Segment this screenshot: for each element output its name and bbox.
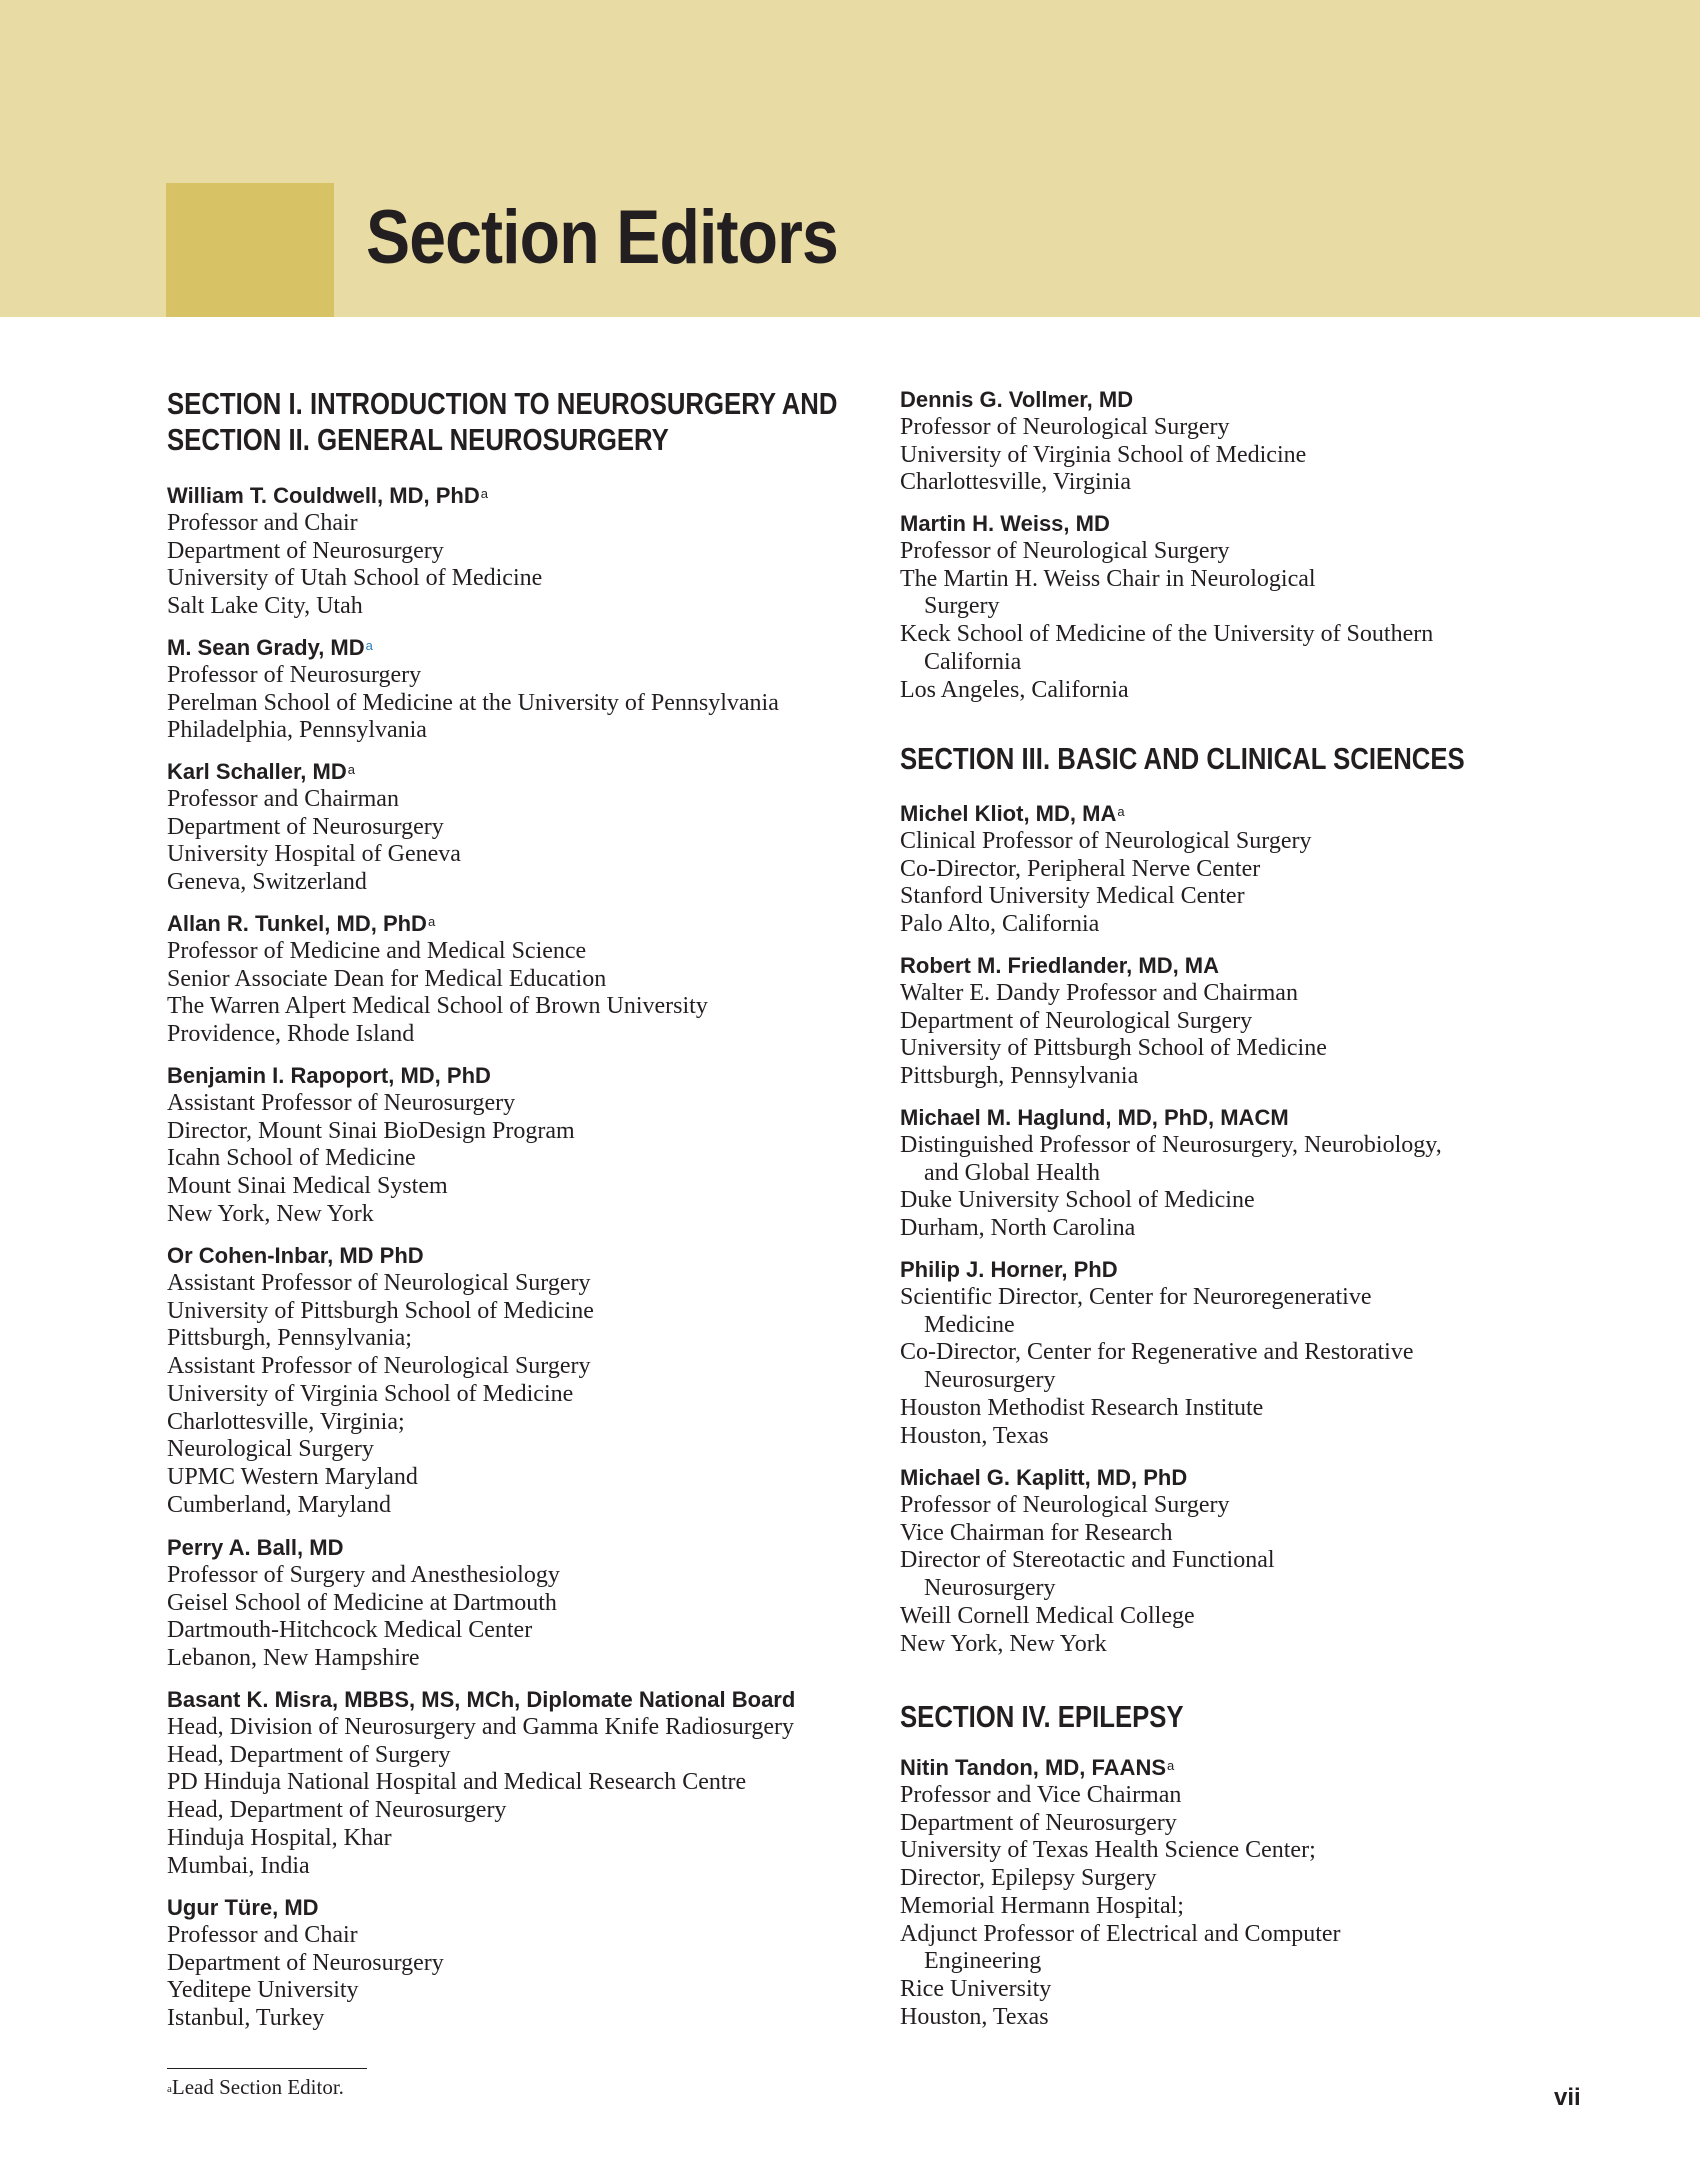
editor-affiliation-line: Adjunct Professor of Electrical and Computer (900, 1920, 1341, 1947)
section-heading-line: SECTION II. GENERAL NEUROSURGERY (167, 422, 669, 457)
header-accent-block (166, 183, 334, 317)
editor-affiliation-line: Assistant Professor of Neurological Surgery (167, 1353, 591, 1380)
editor-affiliation-line: Head, Division of Neurosurgery and Gamma Knife Radiosurgery (167, 1714, 794, 1740)
editor-affiliation-line: Department of Neurosurgery (167, 813, 444, 840)
editor-name-text: Robert M. Friedlander, MD, MA (900, 953, 1220, 978)
editor-name (167, 1686, 867, 1714)
editor-affiliation-line: Professor and Chairman (167, 786, 399, 812)
editor-affiliation-line: Houston, Texas (900, 1422, 1049, 1449)
editor-name-text: Dennis G. Vollmer, MD (900, 387, 1134, 412)
editor-affiliation-line: Los Angeles, California (900, 676, 1129, 703)
editor-affiliation-line: Professor of Neurosurgery (167, 662, 422, 688)
page-title: Section Editors (366, 195, 838, 280)
editor-name-text: Michael G. Kaplitt, MD, PhD (900, 1465, 1188, 1490)
editor-affiliation-line: Lebanon, New Hampshire (167, 1645, 420, 1672)
editor-entry (167, 1062, 867, 1229)
editor-affiliation-line: Philadelphia, Pennsylvania (167, 717, 427, 744)
footnote-text: Lead Section Editor. (171, 2075, 344, 2099)
editor-affiliation-line: Pittsburgh, Pennsylvania (900, 1063, 1139, 1090)
editor-affiliation-line: Department of Neurosurgery (900, 1809, 1177, 1836)
editor-affiliation-line: Head, Department of Neurosurgery (167, 1797, 507, 1824)
editor-affiliation-line: University of Virginia School of Medicine (167, 1380, 574, 1407)
editor-name (900, 1256, 1540, 1284)
editor-name (167, 634, 867, 662)
editor-affiliation-line: Yeditepe University (167, 1977, 359, 2004)
editor-affiliation-line: Istanbul, Turkey (167, 2005, 325, 2032)
editor-name (167, 1894, 867, 1922)
editor-affiliation-line: Providence, Rhode Island (167, 1021, 415, 1048)
section-heading-3: SECTION III. BASIC AND CLINICAL SCIENCES (900, 741, 1465, 776)
editor-name-text: Philip J. Horner, PhD (900, 1257, 1118, 1282)
editor-affiliation-line: Rice University (900, 1975, 1052, 2002)
editor-name-text: William T. Couldwell, MD, PhD (167, 483, 480, 508)
editor-affiliation-line: PD Hinduja National Hospital and Medical Research Centre (167, 1769, 747, 1796)
editor-affiliation-line: Hinduja Hospital, Khar (167, 1824, 392, 1851)
editor-affiliation-line: Department of Neurosurgery (167, 1949, 444, 1976)
editor-affiliation-line: Assistant Professor of Neurosurgery (167, 1090, 516, 1116)
editor-name-text: Karl Schaller, MD (167, 759, 347, 784)
editor-affiliation-line: Mount Sinai Medical System (167, 1173, 448, 1200)
editor-affiliation-line: Director of Stereotactic and Functional (900, 1547, 1275, 1574)
editor-name (167, 1062, 867, 1090)
editor-affiliation-line: Professor and Chair (167, 1922, 358, 1948)
editor-name (900, 1754, 1540, 1782)
editor-name (900, 952, 1540, 980)
editor-affiliation-line: Stanford University Medical Center (900, 883, 1245, 910)
editor-affiliation-line: Mumbai, India (167, 1852, 310, 1879)
footnote-marker: a (167, 2083, 172, 2095)
editor-entry (167, 634, 867, 745)
editor-name-text: Nitin Tandon, MD, FAANS (900, 1755, 1167, 1780)
editor-name (900, 1104, 1540, 1132)
editor-entry (900, 1464, 1540, 1658)
editor-affiliation-line: Director, Mount Sinai BioDesign Program (167, 1117, 575, 1144)
editor-name-text: Martin H. Weiss, MD (900, 511, 1110, 536)
editor-affiliation-line: Clinical Professor of Neurological Surgery (900, 828, 1312, 854)
editor-affiliation-line: Vice Chairman for Research (900, 1519, 1173, 1546)
editor-affiliation-line: Director, Epilepsy Surgery (900, 1865, 1157, 1892)
editor-affiliation-line: Professor of Medicine and Medical Science (167, 938, 587, 964)
editor-entry (900, 386, 1540, 497)
editor-affiliation-line: Professor and Vice Chairman (900, 1782, 1182, 1808)
editor-affiliation-line: Co-Director, Center for Regenerative and Restorative (900, 1339, 1414, 1366)
editor-affiliation-line: Dartmouth-Hitchcock Medical Center (167, 1617, 533, 1644)
editor-affiliation-line: University of Utah School of Medicine (167, 565, 543, 592)
editor-entry (900, 1754, 1540, 2031)
editor-affiliation-line: University of Texas Health Science Center; (900, 1837, 1316, 1864)
editor-affiliation-line: Memorial Hermann Hospital; (900, 1892, 1184, 1919)
editor-name-text: Or Cohen-Inbar, MD PhD (167, 1243, 424, 1268)
editor-entry (167, 910, 867, 1049)
editor-entry (900, 800, 1540, 939)
editor-affiliation-line: Geneva, Switzerland (167, 869, 367, 896)
editor-affiliation-line: Walter E. Dandy Professor and Chairman (900, 980, 1298, 1006)
editor-affiliation-line: Palo Alto, California (900, 911, 1100, 938)
editor-name-text: Ugur Türe, MD (167, 1895, 319, 1920)
footnote-rule (167, 2068, 367, 2069)
editor-affiliation-line: and Global Health (924, 1159, 1100, 1186)
footnote (167, 2074, 344, 2100)
section-heading-1-2 (167, 386, 837, 458)
editor-affiliation-line: Professor of Surgery and Anesthesiology (167, 1562, 560, 1588)
editor-affiliation-line: New York, New York (900, 1630, 1107, 1657)
editor-name (900, 1464, 1540, 1492)
editor-entry (900, 1256, 1540, 1450)
editor-entry (167, 1242, 867, 1519)
editor-name-text: Perry A. Ball, MD (167, 1535, 344, 1560)
editor-affiliation-line: Scientific Director, Center for Neuroregenerative (900, 1284, 1372, 1310)
editor-affiliation-line: Keck School of Medicine of the University of Southern (900, 621, 1434, 648)
lead-editor-marker: a (365, 638, 373, 653)
editor-affiliation-line: University of Virginia School of Medicine (900, 441, 1307, 468)
editor-name-text: M. Sean Grady, MD (167, 635, 365, 660)
editor-name (900, 800, 1540, 828)
editor-affiliation-line: Pittsburgh, Pennsylvania; (167, 1325, 412, 1352)
editor-affiliation-line: Professor of Neurological Surgery (900, 1492, 1230, 1518)
editor-affiliation-line: Neurological Surgery (167, 1436, 374, 1463)
editor-affiliation-line: Professor of Neurological Surgery (900, 538, 1230, 564)
editor-entry (167, 1534, 867, 1673)
editor-affiliation-line: Houston, Texas (900, 2003, 1049, 2030)
editor-entry (900, 510, 1540, 704)
editor-affiliation-line: Charlottesville, Virginia; (167, 1408, 405, 1435)
lead-editor-marker: a (427, 914, 436, 929)
lead-editor-marker: a (1167, 1758, 1175, 1773)
editor-name (167, 910, 867, 938)
editor-name-text: Michael M. Haglund, MD, PhD, MACM (900, 1105, 1289, 1130)
editor-name-text: Benjamin I. Rapoport, MD, PhD (167, 1063, 491, 1088)
editor-name (167, 482, 867, 510)
editor-affiliation-line: Weill Cornell Medical College (900, 1602, 1195, 1629)
editor-entry (167, 1686, 867, 1880)
editor-entry (900, 952, 1540, 1091)
editor-entry (167, 758, 867, 897)
editor-affiliation-line: UPMC Western Maryland (167, 1463, 418, 1490)
editor-affiliation-line: Distinguished Professor of Neurosurgery, Neurobiology, (900, 1132, 1442, 1158)
editor-affiliation-line: University Hospital of Geneva (167, 841, 461, 868)
editor-affiliation-line: Surgery (924, 593, 1000, 620)
editor-affiliation-line: University of Pittsburgh School of Medicine (900, 1035, 1327, 1062)
editor-affiliation-line: Geisel School of Medicine at Dartmouth (167, 1589, 557, 1616)
lead-editor-marker: a (1117, 804, 1125, 819)
editor-affiliation-line: Durham, North Carolina (900, 1215, 1136, 1242)
editor-affiliation-line: Department of Neurosurgery (167, 537, 444, 564)
section-heading-line: SECTION I. INTRODUCTION TO NEUROSURGERY AND (167, 386, 838, 421)
editor-entry (167, 1894, 867, 2033)
editor-affiliation-line: Head, Department of Surgery (167, 1741, 451, 1768)
editor-affiliation-line: California (924, 648, 1022, 675)
editor-affiliation-line: Icahn School of Medicine (167, 1145, 416, 1172)
editor-affiliation-line: Cumberland, Maryland (167, 1491, 391, 1518)
editor-affiliation-line: The Warren Alpert Medical School of Brown University (167, 993, 708, 1020)
editor-affiliation-line: Duke University School of Medicine (900, 1187, 1255, 1214)
editor-affiliation-line: Neurosurgery (924, 1575, 1056, 1602)
editor-name (900, 510, 1540, 538)
editor-name (900, 386, 1540, 414)
editor-affiliation-line: Department of Neurological Surgery (900, 1007, 1253, 1034)
editor-name (167, 1534, 867, 1562)
editor-entry (167, 482, 867, 621)
editor-name-text: Allan R. Tunkel, MD, PhD (167, 911, 427, 936)
editor-name (167, 758, 867, 786)
editor-entry (900, 1104, 1540, 1243)
editor-affiliation-line: Professor of Neurological Surgery (900, 414, 1230, 440)
editor-affiliation-line: University of Pittsburgh School of Medicine (167, 1297, 594, 1324)
editor-affiliation-line: Medicine (924, 1311, 1015, 1338)
lead-editor-marker: a (347, 762, 355, 777)
editor-name (167, 1242, 867, 1270)
page-number: vii (1554, 2084, 1581, 2111)
editor-affiliation-line: Assistant Professor of Neurological Surgery (167, 1270, 591, 1296)
editor-affiliation-line: The Martin H. Weiss Chair in Neurological (900, 565, 1316, 592)
editor-affiliation-line: Charlottesville, Virginia (900, 469, 1131, 496)
editor-affiliation-line: Perelman School of Medicine at the University of Pennsylvania (167, 689, 779, 716)
editor-name-text: Basant K. Misra, MBBS, MS, MCh, Diplomate National Board (167, 1687, 796, 1712)
editor-affiliation-line: Salt Lake City, Utah (167, 593, 363, 620)
editor-affiliation-line: Professor and Chair (167, 510, 358, 536)
editor-affiliation-line: Engineering (924, 1948, 1042, 1975)
editor-affiliation-line: Senior Associate Dean for Medical Education (167, 965, 607, 992)
editor-affiliation-line: Co-Director, Peripheral Nerve Center (900, 855, 1261, 882)
section-heading-4: SECTION IV. EPILEPSY (900, 1699, 1184, 1734)
editor-affiliation-line: New York, New York (167, 1200, 374, 1227)
editor-name-text: Michel Kliot, MD, MA (900, 801, 1117, 826)
editor-affiliation-line: Houston Methodist Research Institute (900, 1394, 1264, 1421)
lead-editor-marker: a (480, 486, 488, 501)
editor-affiliation-line: Neurosurgery (924, 1367, 1056, 1394)
